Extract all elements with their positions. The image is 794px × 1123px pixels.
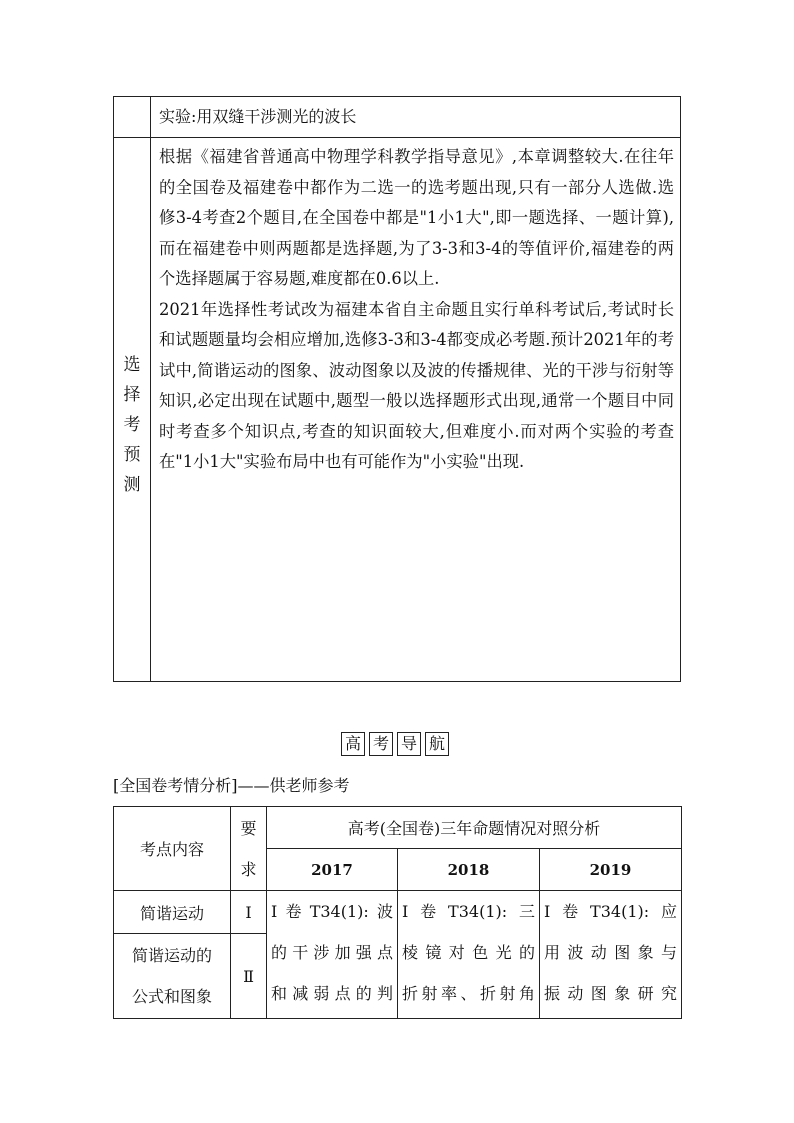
desc-2017: Ⅰ卷T34(1):波 的干涉加强点 和减弱点的判 (267, 891, 398, 1019)
forecast-paragraph: 根据《福建省普通高中物理学科教学指导意见》,本章调整较大.在往年的全国卷及福建卷中都作为二选一的选考题出现,只有一部分人选做.选修3-4考查2个题目,在全国卷中都是"1小1大",即一题选择、一题计算),而在福建卷中则两题都是选择题,为了3-3和3-4的等值评价,福建卷的两个选择题属于容易题,难度都在0.6以上. (159, 147, 674, 288)
requirement-cell: Ⅰ (231, 891, 267, 934)
exam-analysis-table (113, 806, 682, 1019)
heading-char: 考 (369, 732, 393, 756)
forecast-paragraph: 2021年选择性考试改为福建本省自主命题且实行单科考试后,考试时长和试题题量均会相应增加,选修3-3和3-4都变成必考题.预计2021年的考试中,简谐运动的图象、波动图象以及波的传播规律、光的干涉与衍射等知识,必定出现在试题中,题型一般以选择题形式出现,通常一个题目中同时考查多个知识点,考查的知识面较大,但难度小.而对两个实验的考查在"1小1大"实验布局中也有可能作为"小实验"出现. (159, 299, 674, 471)
header-requirement: 要 求 (231, 807, 267, 891)
side-label (114, 138, 150, 500)
point-cell: 简谐运动 (114, 891, 231, 934)
heading-char: 航 (425, 732, 449, 756)
forecast-body (151, 138, 680, 478)
empty-cell (114, 97, 151, 138)
side-label-char: 测 (123, 475, 141, 495)
point-cell: 简谐运动的 公式和图象 (114, 934, 231, 1019)
header-point: 考点内容 (114, 807, 231, 891)
exam-forecast-table (113, 96, 681, 682)
year-header: 2017 (267, 849, 398, 891)
year-header: 2019 (540, 849, 682, 891)
reference-note: [全国卷考情分析]——供老师参考 (113, 776, 350, 795)
desc-2019: Ⅰ卷T34(1):应 用波动图象与 振动图象研究 (540, 891, 682, 1019)
side-label-char: 考 (123, 415, 141, 435)
side-label-char: 预 (123, 445, 141, 465)
section-heading (341, 732, 449, 756)
side-label-cell (114, 138, 151, 682)
side-label-char: 选 (123, 355, 141, 375)
desc-2018: Ⅰ卷T34(1):三 棱镜对色光的 折射率、折射角 (398, 891, 540, 1019)
heading-char: 高 (341, 732, 365, 756)
requirement-cell: Ⅱ (231, 934, 267, 1019)
year-header: 2018 (398, 849, 540, 891)
experiment-text: 实验:用双缝干涉测光的波长 (159, 107, 357, 126)
experiment-cell (151, 97, 681, 138)
heading-char: 导 (397, 732, 421, 756)
header-title: 高考(全国卷)三年命题情况对照分析 (267, 807, 682, 849)
forecast-cell (151, 138, 681, 682)
side-label-char: 择 (123, 385, 141, 405)
